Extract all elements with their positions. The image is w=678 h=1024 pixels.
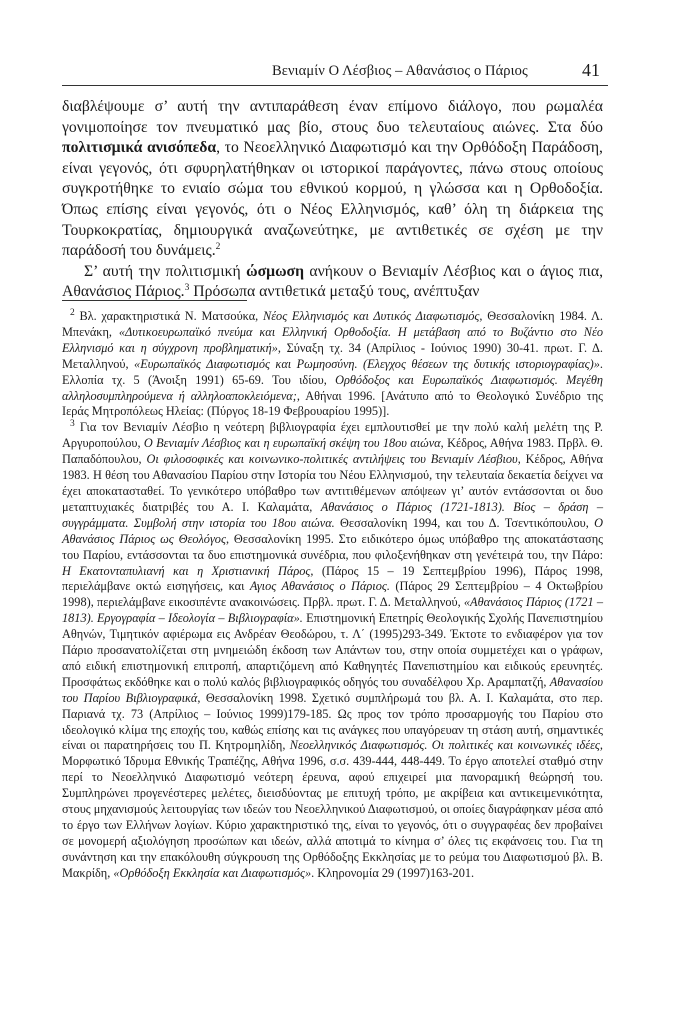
paragraph-1 [62, 97, 603, 262]
italic-title: Νεοελληνικός Διαφωτισμός. Οι πολιτικές και κοινωνικές ιδέες, [289, 738, 603, 753]
footnote-2 [62, 309, 603, 420]
page-number: 41 [582, 60, 600, 80]
text-run: (Πάρος 29 Σεπτεμβρίου – 4 Οκτωβρίου 1998), περιελάμβανε εικοσιπέντε ανακοινώσεις. Πρβλ. πρωτ. Γ. Δ. Μεταλληνού, [62, 579, 604, 610]
main-text [62, 97, 603, 303]
footnote-marker: 2 [70, 307, 75, 318]
text-run: , Αθήναι 1996. [Ανάτυπο από το Θεολογικό Συνέδριο της Ιεράς Μητροπόλεως Ηλείας: (Πύργος 18-19 Φεβρουαρίου 1995)]. [62, 388, 603, 419]
italic-title: «Δυτικοευρωπαϊκό πνεύμα και Ελληνική Ορθοδοξία. Η μετάβαση από το Βυζάντιο στο Νέο Ελληνισμό και η σύγχρονη προβληματική» [62, 324, 603, 355]
text-run: Μορφωτικό Ίδρυμα Εθνικής Τραπέζης, Αθήνα 1996, σ.σ. 439-444, 448-449. Το έργο αποτελεί σταθμό στην περί το Νεοελληνικό Διαφωτισμό νεότερη έρευνα, αφού επιχειρεί μια πανοραμική θεώρησή του. Συμπληρώνει προγενέστερες μελέτες, διεισδύοντας με επιτυχή τρόπο, με ακρίβεια και αντικειμενικότητα, στους μηχανισμούς λειτουργίας των ιδεών του Νεοελληνικού Διαφωτισμού, οι οποίες διαγράφηκαν μέσα από το έργο των Ελλήνων λογίων. Κύριο χαρακτηριστικό της, είναι το γεγονός, ότι ο συγγραφέας δεν προβαίνει σε μονομερή αξιολόγηση προσώπων και ιδεών, αλλά αποτιμά το κίνημα σ’ όλες τις εκφάνσεις του. Για τη συνάντηση και την επακόλουθη σύγκρουση της Ορθόδοξης Εκκλησίας με το ρεύμα του Διαφωτισμού βλ. Β. Μακρίδη, [62, 754, 603, 880]
text-run: . Κληρονομία 29 (1997)163-201. [311, 865, 475, 880]
text-run: , Κέδρος, Αθήνα 1983. Η θέση του Αθανασίου Παρίου στην Ιστορία του Νέου Ελληνισμού, την τελευταία δεκαετία δείχνει να έχει αποκατασταθεί. Το γενικότερο υπόβαθρο των αντιτιθέμενων απόψεων γι’ αυτόν εντάσσονται οι δυο μεταπτυχιακές διατριβές του Α. Ι. Καλαμάτα, [62, 452, 603, 514]
bold-term: πολιτισμικά ανισόπεδα [62, 139, 217, 157]
italic-title: Αθανάσιος ο Πάριος (1721-1813). Βίος – δράση – συγγράμματα. Συμβολή στην ιστορία του 18ου αιώνα. [62, 499, 604, 530]
italic-title: Νέος Ελληνισμός και Δυτικός Διαφωτισμός [263, 309, 480, 323]
paragraph-2 [62, 262, 603, 303]
text-run: . Ελλοπία τχ. 5 (Άνοιξη 1991) 65-69. Του ιδίου, [62, 356, 603, 387]
text-run: Επιστημονική Επετηρίς Θεολογικής Σχολής Πανεπιστημίου Αθηνών, Τιμητικόν αφιέρωμα εις Ανδρέαν Θεοδώρου, τ. Λ΄ (1995)293-349. Έκτοτε το ενδιαφέρον για τον Πάριο προσανατολίζεται στη μνημειώδη έκδοση των Απάντων του, στην οποία συμμετέχει και ο γράφων, από ειδική επιστημονική επιτροπή, απαρτιζόμενη από Καθηγητές Πανεπιστημίου και ειδικούς ερευνητές. Προσφάτως εκδόθηκε και ο πολύ καλός βιβλιογραφικός οδηγός του συναδέλφου Χρ. Αραμπατζή, [62, 611, 603, 689]
italic-title: «Αθανάσιος Πάριος (1721 – 1813). Εργογραφία – Ιδεολογία – Βιβλιογραφία». [62, 595, 603, 626]
footnote-separator [62, 300, 247, 301]
italic-title: «Ευρωπαϊκός Διαφωτισμός και Ρωμηοσύνη. (Ελεγχος θέσεων της δυτικής ιστοριογραφίας)» [134, 356, 600, 371]
running-title: Βενιαμίν Ο Λέσβιος – Αθανάσιος ο Πάριος [272, 63, 528, 79]
text-run: , Κέδρος, Αθήνα 1983. Πρβλ. Θ. Παπαδόπουλου, [62, 436, 603, 467]
text-run: Σ’ αυτή την πολιτισμική [84, 262, 247, 280]
bold-term: ώσμωση [246, 262, 304, 280]
page-header [62, 60, 608, 86]
text-run: Πρόσωπα αντιθετικά μεταξύ τους, ανέπτυξαν [189, 283, 480, 301]
text-run: διαβλέψουμε σ’ αυτή την αντιπαράθεση έναν επίμονο διάλογο, που ρωμαλέα γονιμοποίησε τον πνευματικό μας βίο, στους δυο τελευταίους αιώνες. Στα δύο [62, 98, 603, 136]
footnotes [62, 309, 603, 882]
footnote-marker: 3 [70, 419, 75, 430]
text-run: ανήκουν ο Βενιαμίν Λέσβιος και ο άγιος πια, Αθανάσιος Πάριος. [62, 262, 603, 301]
italic-title: Η Εκατονταπυλιανή και η Χριστιανική Πάρος, [62, 563, 314, 578]
footnote-3 [62, 420, 603, 881]
text-run: Θεσσαλονίκη 1994, και του Δ. Τσεντικόπουλου, [334, 515, 595, 530]
italic-title: «Ορθόδοξη Εκκλησία και Διαφωτισμός» [113, 865, 312, 880]
text-run: Για τον Βενιαμίν Λέσβιο η νεότερη βιβλιογραφία έχει εμπλουτισθεί με την πολύ καλή μελέτη της Ρ. Αργυροπούλου, [62, 420, 603, 451]
text-run: Βλ. χαρακτηριστικά Ν. Ματσούκα, [74, 309, 263, 323]
italic-title: Ο Αθανάσιος Πάριος ως Θεολόγος [62, 515, 603, 546]
text-run: , Σύναξη τχ. 34 (Απρίλιος - Ιούνιος 1990) 30-41. πρωτ. Γ. Δ. Μεταλληνού, [62, 340, 603, 371]
text-run: (Πάρος 15 – 19 Σεπτεμβρίου 1996), Πάρος 1998, περιελάμβανε οκτώ εισηγήσεις, και [62, 563, 604, 594]
italic-title: Οι φιλοσοφικές και κοινωνικο-πολιτικές αντιλήψεις του Βενιαμίν Λέσβιου [146, 452, 518, 467]
italic-title: Ο Βενιαμίν Λέσβιος και η ευρωπαϊκή σκέψη του 18ου αιώνα [143, 436, 441, 451]
text-run: , Θεσσαλονίκη 1995. Στο ειδικότερο όμως υπόβαθρο της αποκατάστασης του Παρίου, εντάσσονται τα δυο επιστημονικά συνέδρια, που φιλοξενήθηκαν στη γενέτειρά του, την Πάρο: [62, 531, 603, 562]
text-run: , Θεσσαλονίκη 1984. Λ. Μπενάκη, [62, 309, 603, 339]
italic-title: Αθανασίου του Παρίου Βιβλιογραφικά [62, 674, 603, 705]
italic-title: Αγιος Αθανάσιος ο Πάριος. [249, 579, 390, 594]
text-run: , το Νεοελληνικό Διαφωτισμό και την Ορθόδοξη Παράδοση, είναι γεγονός, ότι σφυρηλατήθηκαν οι ιστορικοί παράγοντες, πάνω στους οποίους συγκροτήθηκε το ενιαίο σώμα του εθνικού κορμού, η γλώσσα και η Ορθοδοξία. Όπως επίσης είναι γεγονός, ότι ο Νέος Ελληνισμός, καθ’ όλη τη διάρκεια της Τουρκοκρατίας, δημιουργικά αναζωνεύτηκε, με αντιθετικές σε σχέση με την παράδοσή του δυνάμεις. [62, 139, 603, 260]
footnote-ref-2[interactable]: 2 [215, 241, 221, 252]
footnote-ref-3[interactable]: 3 [184, 283, 190, 294]
italic-title: Ορθόδοξος και Ευρωπαϊκός Διαφωτισμός. Μεγέθη αλληλοσυμπληρούμενα ή αλληλοαποκλειόμενα; [62, 372, 603, 403]
text-run: , Θεσσαλονίκη 1998. Σχετικό συμπλήρωμά του βλ. Α. Ι. Καλαμάτα, στο περ. Παριανά τχ. 73 (Απρίλιος – Ιούνιος 1999)179-185. Ως προς τον τρόπο προσαρμογής του Παρίου στο ιδεολογικό κλίμα της εποχής του, καθώς επίσης και τις ανάγκες που υπαγόρευαν τη στάση αυτή, σημαντικές είναι οι παρατηρήσεις του Π. Κητρομηλίδη, [62, 690, 603, 753]
